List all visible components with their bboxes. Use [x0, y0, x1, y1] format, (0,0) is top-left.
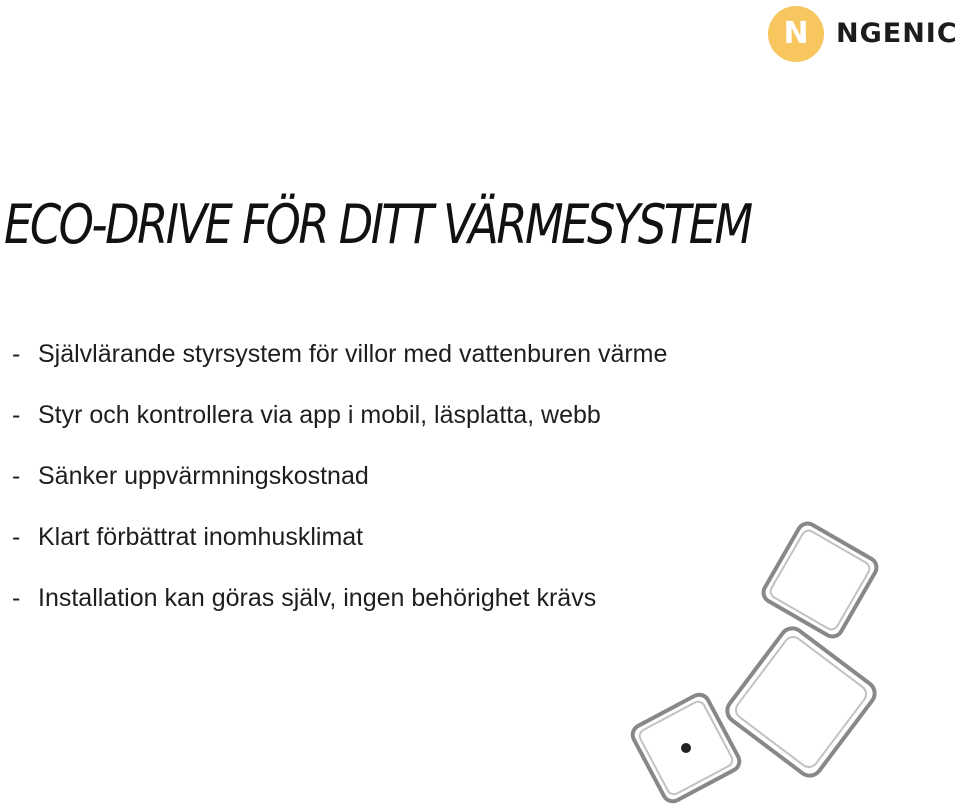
feature-text: Styr och kontrollera via app i mobil, läsplatta, webb — [38, 401, 601, 429]
feature-text: Självlärande styrsystem för villor med vattenburen värme — [38, 340, 668, 368]
bullet-dash: - — [12, 523, 21, 551]
list-item — [12, 520, 667, 581]
thermostat-indicator-dot — [681, 743, 691, 753]
logo-letter: N — [783, 16, 809, 51]
hub-device-icon — [723, 624, 880, 781]
sensor-device-icon — [760, 520, 880, 640]
ngenic-device-icons — [620, 510, 890, 804]
bullet-dash: - — [12, 584, 21, 612]
feature-text: Installation kan göras själv, ingen behörighet krävs — [38, 584, 597, 612]
ngenic-logo — [766, 6, 960, 64]
feature-text: Klart förbättrat inomhusklimat — [38, 523, 364, 551]
feature-text: Sänker uppvärmningskostnad — [38, 462, 369, 490]
logo-circle-icon — [768, 6, 824, 62]
list-item — [12, 337, 667, 398]
bullet-dash: - — [12, 401, 21, 429]
page-title: ECO-DRIVE FÖR DITT VÄRMESYSTEM — [4, 193, 751, 256]
bullet-dash: - — [12, 462, 21, 490]
list-item — [12, 581, 667, 642]
list-item — [12, 398, 667, 459]
list-item — [12, 459, 667, 520]
bullet-dash: - — [12, 340, 21, 368]
feature-list — [12, 337, 667, 642]
logo-wordmark: NGENIC — [836, 18, 958, 49]
